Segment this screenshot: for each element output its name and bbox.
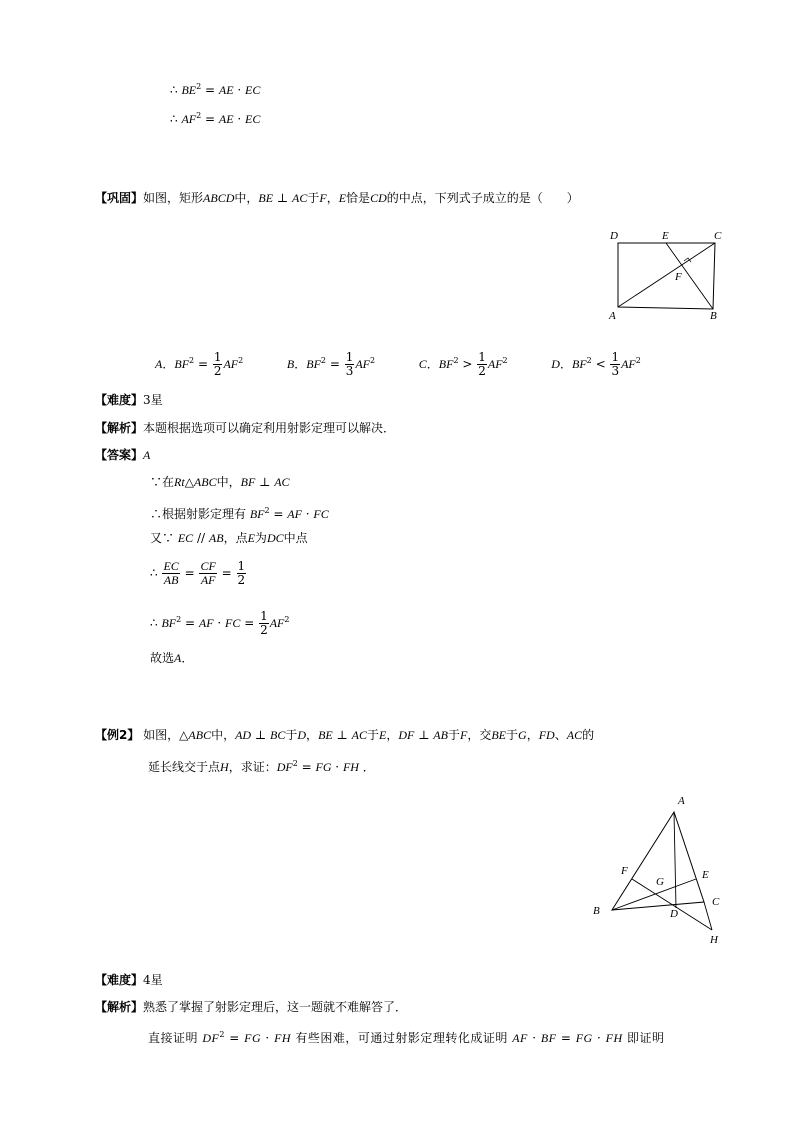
label-C: C — [714, 230, 722, 242]
step-6: 故选A． — [150, 651, 194, 665]
step-3: 又∵ EC // AB，点E为DC中点 — [150, 531, 308, 545]
option-b[interactable]: B．$BF^2$ = $\frac{1}{3}$ $AF^2$ — [286, 350, 376, 378]
label-F: F — [675, 271, 682, 283]
example2-line-1: 【例2】 如图，△ABC中，AD ⊥ BC于D，BE ⊥ AC于E，DF ⊥ AB于F，交BE于G，FD、AC的 — [95, 728, 595, 742]
option-d[interactable]: D．$BF^2$ < $\frac{1}{3}$ $AF^2$ — [551, 350, 641, 378]
label-E: E — [662, 230, 669, 242]
label-C: C — [712, 896, 720, 908]
step-2: ∴根据射影定理有 $BF^2$ = AF · FC — [150, 506, 329, 521]
label-A: A — [609, 310, 616, 322]
answer-row: 【答案】A — [95, 448, 151, 462]
label-B: B — [710, 310, 717, 322]
rectangle-figure — [600, 225, 740, 325]
option-a[interactable]: A．$BF^2$ = $\frac{1}{2}$ $AF^2$ — [155, 350, 244, 378]
triangle-figure — [588, 790, 738, 950]
proof-line-2: ∴ $AF^2$ = AE · EC — [170, 111, 261, 126]
ex2-difficulty-row: 【难度】4星 — [95, 973, 163, 987]
label-H: H — [710, 934, 718, 946]
label-G: G — [656, 876, 664, 888]
step-5: ∴ $BF^2$ = AF · FC = $\frac{1}{2}$ $AF^2$ — [150, 609, 290, 637]
example2-line-2: 延长线交于点H，求证：$DF^2$ = FG · FH ． — [148, 759, 375, 774]
label-D: D — [610, 230, 618, 242]
label-B: B — [593, 905, 600, 917]
label-F: F — [621, 865, 628, 877]
label-E: E — [702, 869, 709, 881]
step-4: ∴ $\frac{EC}{AB}$ = $\frac{CF}{AF}$ = $\frac{1}{2}$ — [150, 559, 246, 587]
ex2-analysis-line-2: 直接证明 $DF^2$ = FG · FH 有些困难，可通过射影定理转化成证明 AF · BF = FG · FH 即证明 — [148, 1030, 665, 1045]
ex2-analysis-row: 【解析】熟悉了掌握了射影定理后，这一题就不难解答了． — [95, 1000, 408, 1014]
options-row — [155, 346, 641, 379]
label-A: A — [678, 795, 685, 807]
proof-line-1: ∴ $BE^2$ = AE · EC — [170, 82, 261, 97]
analysis-row: 【解析】本题根据选项可以确定利用射影定理可以解决． — [95, 421, 396, 435]
gonggu-question: 【巩固】如图，矩形ABCD中，BE ⊥ AC于F，E恰是CD的中点，下列式子成立的是（ ） — [95, 191, 579, 205]
label-D: D — [670, 908, 678, 920]
difficulty-row: 【难度】3星 — [95, 393, 163, 407]
step-1: ∵在Rt△ABC中，BF ⊥ AC — [150, 475, 290, 489]
option-c[interactable]: C．$BF^2$ > $\frac{1}{2}$ $AF^2$ — [418, 350, 508, 378]
